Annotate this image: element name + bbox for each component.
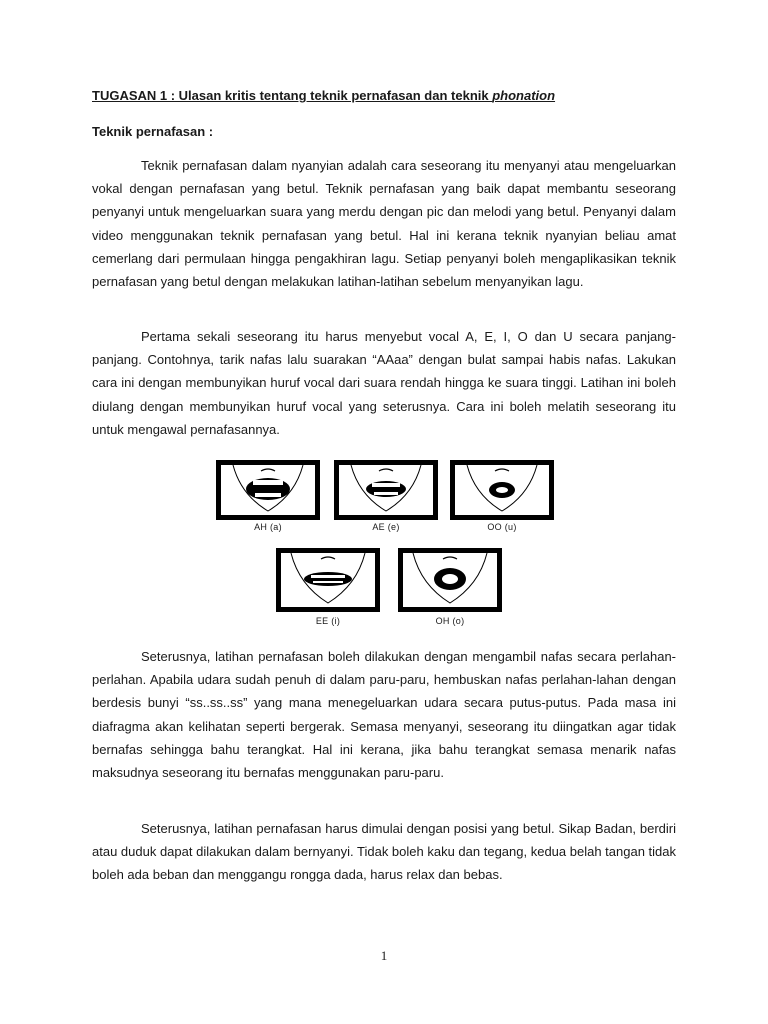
mouth-image-ah [216,460,320,520]
page-number: 1 [380,948,388,963]
section-heading: Teknik pernafasan : [92,124,214,139]
paragraph-3: Seterusnya, latihan pernafasan boleh dilakukan dengan mengambil nafas secara perlahan-perlahan. Apabila udara sudah penuh di dalam paru-paru, hembuskan nafas perlahan-lahan dengan berdesis bunyi “ss..ss..ss” yang mana menegeluarkan udara secara putus-putus. Pada masa ini diafragma akan kelihatan seperti bergerak. Semasa menyanyi, seseorang itu diingatkan agar tidak bernafas sehingga bahu terangkat. Hal ini kerana, jika bahu terangkat semasa menarik nafas maksudnya seseorang itu bernafas menggunakan paru-paru. [92,649,676,781]
mouth-image-ae [334,460,438,520]
caption-ah: AH (a) [254,522,282,532]
paragraph-2: Pertama sekali seseorang itu harus menyebut vocal A, E, I, O dan U secara panjang-panjang. Contohnya, tarik nafas lalu suarakan “AAaa” dengan bulat sampai habis nafas. Lakukan cara ini dengan membunyikan huruf vocal dari suara rendah hingga ke suara tinggi. Latihan ini boleh diulang dengan membunyikan huruf vocal yang seterusnya. Cara ini boleh melatih seseorang itu untuk mengawal pernafasannya. [92,329,676,437]
caption-ee: EE (i) [315,616,341,626]
vowel-mouth-shapes-figure [204,452,562,642]
title-text: TUGASAN 1 : Ulasan kritis tentang teknik pernafasan dan teknik [92,88,493,103]
caption-oo: OO (u) [487,522,517,532]
paragraph-4: Seterusnya, latihan pernafasan harus dimulai dengan posisi yang betul. Sikap Badan, berdiri atau duduk dapat dilakukan dalam bernyanyi. Tidak boleh kaku dan tegang, kedua belah tangan tidak boleh ada beban dan menggangu rongga dada, harus relax dan bebas. [92,821,676,883]
caption-ae: AE (e) [372,522,400,532]
mouth-image-oo [450,460,554,520]
title-italic-word: phonation [492,88,556,103]
paragraph-1: Teknik pernafasan dalam nyanyian adalah cara seseorang itu menyanyi atau mengeluarkan vokal dengan pernafasan yang betul. Teknik pernafasan yang baik dapat membantu seseorang penyanyi untuk mengeluarkan suara yang merdu dengan pic dan melodi yang betul. Penyanyi dalam video menggunakan teknik pernafasan yang betul. Hal ini kerana teknik nyanyian beliau amat cemerlang dari permulaan hingga pengakhiran lagu. Setiap penyanyi boleh mengaplikasikan teknik pernafasan yang betul dengan melakukan latihan-latihan sebelum menyanyikan lagu. [92,158,676,290]
assignment-title [92,88,555,103]
mouth-image-oh [398,548,502,612]
caption-oh: OH (o) [435,616,465,626]
mouth-image-ee [276,548,380,612]
